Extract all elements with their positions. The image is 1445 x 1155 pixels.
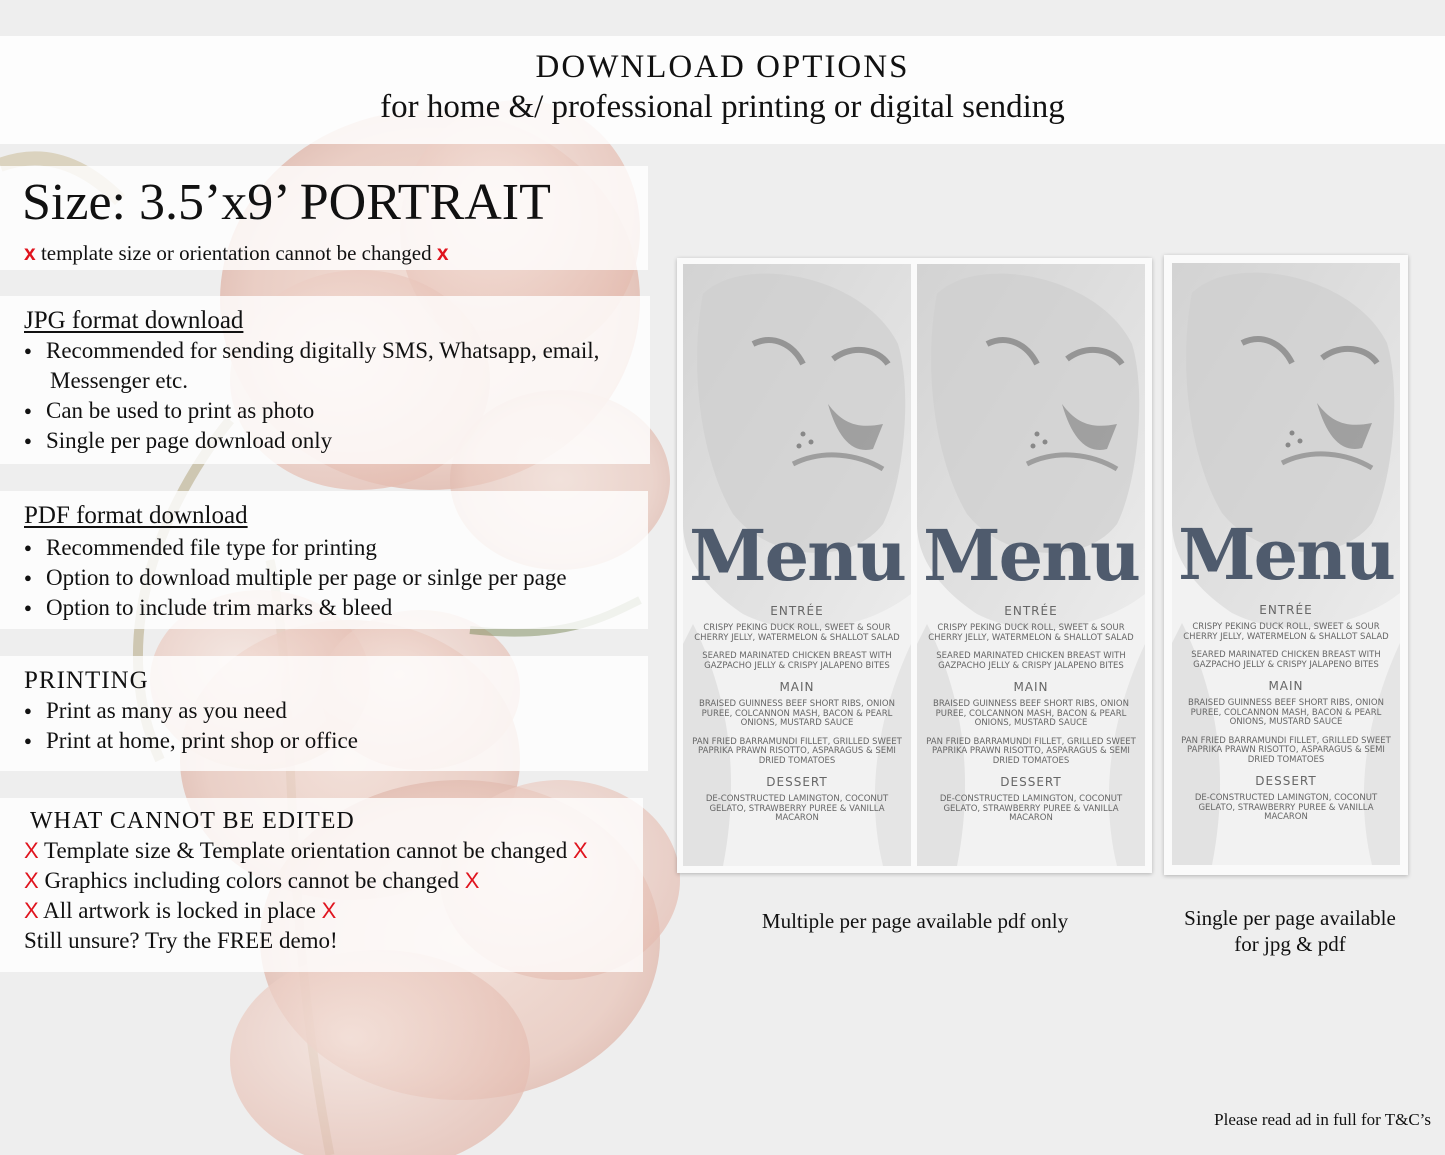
jpg-list bbox=[24, 336, 644, 456]
menu-card bbox=[1172, 263, 1400, 865]
page-subtitle: for home &/ professional printing or digital sending bbox=[380, 89, 1065, 125]
pdf-panel bbox=[0, 491, 648, 629]
course-heading: DESSERT bbox=[1255, 774, 1317, 788]
dish-description: BRAISED GUINNESS BEEF SHORT RIBS, ONION PUREE, COLCANNON MASH, BACON & PEARL ONIONS, MUSTARD SAUCE bbox=[1188, 698, 1384, 727]
multi-per-page-preview bbox=[677, 258, 1152, 873]
menu-body bbox=[925, 600, 1137, 833]
course-heading: DESSERT bbox=[1000, 775, 1062, 789]
dish-description: SEARED MARINATED CHICKEN BREAST WITH GAZPACHO JELLY & CRISPY JALAPENO BITES bbox=[1191, 650, 1381, 670]
dish-description: CRISPY PEKING DUCK ROLL, SWEET & SOUR CHERRY JELLY, WATERMELON & SHALLOT SALAD bbox=[928, 623, 1134, 643]
not-editable-heading: WHAT CANNOT BE EDITED bbox=[30, 808, 355, 834]
size-panel bbox=[0, 166, 648, 270]
pdf-list bbox=[24, 533, 642, 623]
size-note-text: template size or orientation cannot be changed bbox=[40, 241, 432, 265]
dish-description: BRAISED GUINNESS BEEF SHORT RIBS, ONION PUREE, COLCANNON MASH, BACON & PEARL ONIONS, MUSTARD SAUCE bbox=[933, 699, 1129, 728]
list-item: ● Recommended file type for printing bbox=[24, 533, 642, 563]
jpg-panel bbox=[0, 296, 650, 464]
demo-note: Still unsure? Try the FREE demo! bbox=[24, 928, 338, 953]
size-title: Size: 3.5’x9’ PORTRAIT bbox=[22, 174, 551, 231]
dish-description: BRAISED GUINNESS BEEF SHORT RIBS, ONION PUREE, COLCANNON MASH, BACON & PEARL ONIONS, MUSTARD SAUCE bbox=[699, 699, 895, 728]
single-caption: Single per page available for jpg & pdf bbox=[1184, 906, 1396, 956]
red-x-icon: x bbox=[24, 242, 36, 265]
list-item: ● Print as many as you need bbox=[24, 696, 642, 726]
not-editable-item: X Graphics including colors cannot be changed X bbox=[24, 868, 480, 893]
jpg-heading: JPG format download bbox=[24, 307, 244, 334]
list-item: ● Option to download multiple per page or sinlge per page bbox=[24, 563, 642, 593]
course-heading: DESSERT bbox=[766, 775, 828, 789]
dish-description: DE-CONSTRUCTED LAMINGTON, COCONUT GELATO, STRAWBERRY PUREE & VANILLA MACARON bbox=[1194, 793, 1378, 822]
printing-heading: PRINTING bbox=[24, 667, 149, 694]
not-editable-item: X Template size & Template orientation cannot be changed X bbox=[24, 838, 588, 863]
dish-description: CRISPY PEKING DUCK ROLL, SWEET & SOUR CHERRY JELLY, WATERMELON & SHALLOT SALAD bbox=[1183, 622, 1389, 642]
menu-card bbox=[917, 264, 1145, 866]
list-item-continuation: Messenger etc. bbox=[50, 368, 188, 393]
printing-list bbox=[24, 696, 642, 756]
single-per-page-preview bbox=[1164, 255, 1408, 875]
menu-title: Menu bbox=[689, 514, 905, 597]
menu-body bbox=[1180, 599, 1392, 832]
dish-description: SEARED MARINATED CHICKEN BREAST WITH GAZPACHO JELLY & CRISPY JALAPENO BITES bbox=[702, 651, 892, 671]
size-note bbox=[24, 240, 449, 267]
list-item: ● Single per page download only bbox=[24, 426, 644, 456]
not-editable-item: X All artwork is locked in place X bbox=[24, 898, 337, 923]
red-x-icon: X bbox=[464, 868, 480, 893]
course-heading: MAIN bbox=[1013, 680, 1049, 694]
course-heading: ENTRÉE bbox=[1259, 603, 1313, 617]
dish-description: PAN FRIED BARRAMUNDI FILLET, GRILLED SWEET PAPRIKA PRAWN RISOTTO, ASPARAGUS & SEMI DRIED TOMATOES bbox=[1181, 735, 1391, 765]
dish-description: PAN FRIED BARRAMUNDI FILLET, GRILLED SWEET PAPRIKA PRAWN RISOTTO, ASPARAGUS & SEMI DRIED TOMATOES bbox=[926, 736, 1136, 766]
header-banner bbox=[0, 36, 1445, 144]
dish-description: CRISPY PEKING DUCK ROLL, SWEET & SOUR CHERRY JELLY, WATERMELON & SHALLOT SALAD bbox=[694, 623, 900, 643]
list-item: ● Print at home, print shop or office bbox=[24, 726, 642, 756]
menu-body bbox=[691, 600, 903, 833]
menu-title: Menu bbox=[923, 514, 1139, 597]
list-item: ● Option to include trim marks & bleed bbox=[24, 593, 642, 623]
red-x-icon: X bbox=[573, 838, 588, 863]
not-editable-panel bbox=[0, 798, 643, 972]
menu-card bbox=[683, 264, 911, 866]
pdf-heading: PDF format download bbox=[24, 502, 248, 529]
red-x-icon: X bbox=[24, 838, 39, 863]
course-heading: ENTRÉE bbox=[770, 604, 824, 618]
multi-caption: Multiple per page available pdf only bbox=[761, 909, 1069, 933]
course-heading: MAIN bbox=[1268, 679, 1304, 693]
dish-description: PAN FRIED BARRAMUNDI FILLET, GRILLED SWEET PAPRIKA PRAWN RISOTTO, ASPARAGUS & SEMI DRIED TOMATOES bbox=[692, 736, 902, 766]
menu-title: Menu bbox=[1178, 513, 1394, 596]
red-x-icon: x bbox=[436, 242, 449, 265]
red-x-icon: X bbox=[24, 868, 39, 893]
terms-note: Please read ad in full for T&C’s bbox=[1214, 1110, 1431, 1129]
dish-description: DE-CONSTRUCTED LAMINGTON, COCONUT GELATO, STRAWBERRY PUREE & VANILLA MACARON bbox=[705, 794, 889, 823]
course-heading: MAIN bbox=[779, 680, 815, 694]
dish-description: DE-CONSTRUCTED LAMINGTON, COCONUT GELATO, STRAWBERRY PUREE & VANILLA MACARON bbox=[939, 794, 1123, 823]
course-heading: ENTRÉE bbox=[1004, 604, 1058, 618]
list-item: ● Can be used to print as photo bbox=[24, 396, 644, 426]
page-title: DOWNLOAD OPTIONS bbox=[535, 49, 910, 85]
red-x-icon: X bbox=[321, 898, 337, 923]
dish-description: SEARED MARINATED CHICKEN BREAST WITH GAZPACHO JELLY & CRISPY JALAPENO BITES bbox=[936, 651, 1126, 671]
list-item: ● Recommended for sending digitally SMS, Whatsapp, email, Messenger etc. bbox=[24, 336, 644, 396]
printing-panel bbox=[0, 656, 648, 771]
red-x-icon: X bbox=[24, 898, 39, 923]
